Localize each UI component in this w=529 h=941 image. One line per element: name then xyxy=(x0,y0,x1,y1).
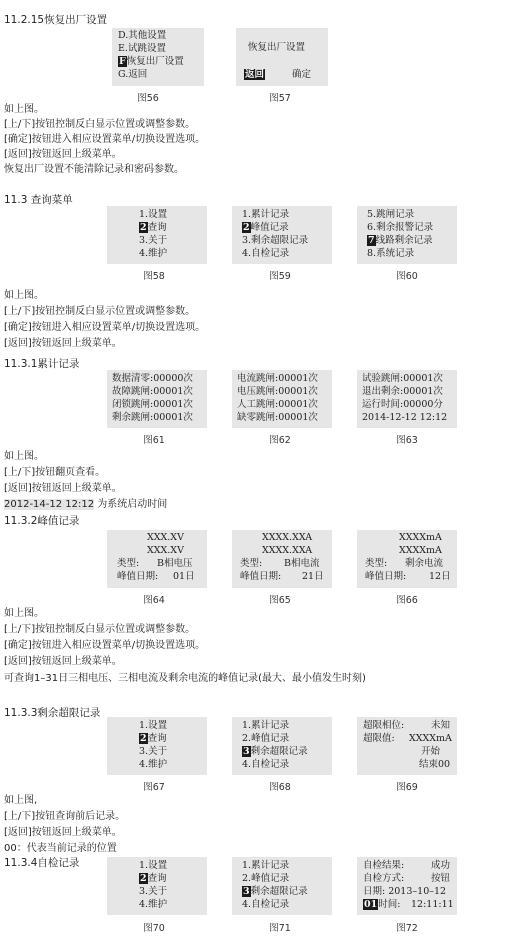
record-line: 人工跳闸:00001次 xyxy=(237,399,318,410)
note-line: [上/下]按钮控制反白显示位置或调整参数。 xyxy=(4,119,196,130)
type-value: 剩余电流 xyxy=(405,558,444,569)
menu-item-selected: 2峰值记录 xyxy=(243,222,289,233)
start-label: 开始 xyxy=(421,746,441,757)
note-line: [确定]按钮进入相应设置菜单/切换设置选项。 xyxy=(4,640,206,651)
menu-item: 4.自检记录 xyxy=(242,759,290,770)
note-line: 可查询1–31日三相电压、三相电流及剩余电流的峰值记录(最大、最小值发生时刻) xyxy=(4,673,366,684)
menu-item-selected: F恢复出厂设置 xyxy=(119,56,184,67)
figure-caption: 图61 xyxy=(143,435,165,446)
peak-value: XXXX.XXA xyxy=(262,545,313,556)
note-line: [返回]按钮返回上级菜单。 xyxy=(4,656,122,667)
section-heading-query: 11.3 查询菜单 xyxy=(4,194,73,206)
peak-date-value: 01日 xyxy=(173,571,195,582)
screen-fig68 xyxy=(232,717,332,775)
figure-caption: 图60 xyxy=(396,271,418,282)
figure-caption: 图58 xyxy=(143,271,165,282)
record-line: 缺零跳闸:00001次 xyxy=(237,412,318,423)
screen-fig67 xyxy=(107,717,207,775)
selftest-mode-label: 自检方式: xyxy=(363,873,405,884)
peak-value: XXXX.XXA xyxy=(262,532,313,543)
menu-item: 3.关于 xyxy=(139,235,168,246)
menu-item: G.返回 xyxy=(118,69,148,80)
note-line: 如上图, xyxy=(4,795,38,806)
record-line: 数据清零:00000次 xyxy=(112,373,193,384)
selftest-mode-value: 按钮 xyxy=(431,873,451,884)
figure-caption: 图65 xyxy=(269,595,291,606)
figure-caption: 图63 xyxy=(396,435,418,446)
record-line: 试验跳闸:00001次 xyxy=(362,373,443,384)
note-line: [返回]按钮返回上级菜单。 xyxy=(4,338,122,349)
figure-caption: 图72 xyxy=(396,923,418,934)
screen-fig63 xyxy=(357,370,457,428)
record-line: 电流跳闸:00001次 xyxy=(237,373,318,384)
record-line: 退出剩余:00001次 xyxy=(362,386,443,397)
selftest-time-row: 01时间: xyxy=(364,899,401,910)
figure-caption: 图71 xyxy=(269,923,291,934)
limit-value: XXXXmA xyxy=(409,733,452,744)
figure-caption: 图68 xyxy=(269,782,291,793)
menu-item: 4.维护 xyxy=(139,248,168,259)
figure-caption: 图66 xyxy=(396,595,418,606)
record-line: 2014-12-12 12:12 xyxy=(362,412,448,423)
menu-item: 2.峰值记录 xyxy=(242,873,290,884)
note-line: [上/下]按钮查询前后记录。 xyxy=(4,811,126,822)
screen-title: 恢复出厂设置 xyxy=(248,42,306,53)
selftest-time-value: 12:11:11 xyxy=(411,899,454,910)
peak-date-label: 峰值日期: xyxy=(365,571,407,582)
note-line: 如上图。 xyxy=(4,104,44,115)
note-line: [确定]按钮进入相应设置菜单/切换设置选项。 xyxy=(4,134,206,145)
section-heading-residual: 11.3.3剩余超限记录 xyxy=(4,707,101,719)
peak-value: XXXXmA xyxy=(399,532,442,543)
peak-date-value: 21日 xyxy=(302,571,324,582)
type-value: B相电流 xyxy=(284,558,320,569)
menu-item: 6.剩余报警记录 xyxy=(367,222,434,233)
peak-value: XXX.XV xyxy=(147,532,184,543)
record-line: 闭锁跳闸:00001次 xyxy=(112,399,193,410)
figure-caption: 图69 xyxy=(396,782,418,793)
selftest-result-label: 自检结果: xyxy=(363,860,405,871)
menu-item-selected: 2查询 xyxy=(140,873,167,884)
screen-fig56 xyxy=(112,28,204,86)
screen-fig69 xyxy=(357,717,457,775)
screen-fig72 xyxy=(357,857,457,915)
menu-item: 1.设置 xyxy=(139,720,168,731)
note-line: [上/下]按钮控制反白显示位置或调整参数。 xyxy=(4,624,196,635)
note-line: [上/下]按钮翻页查看。 xyxy=(4,467,106,478)
peak-date-value: 12日 xyxy=(429,571,451,582)
note-line: 恢复出厂设置不能清除记录和密码参数。 xyxy=(4,164,184,175)
menu-item-selected: 3剩余超限记录 xyxy=(243,886,308,897)
menu-item: 1.设置 xyxy=(139,860,168,871)
menu-item: 4.维护 xyxy=(139,899,168,910)
type-label: 类型: xyxy=(117,558,140,569)
screen-fig58 xyxy=(107,206,207,264)
screen-fig65 xyxy=(232,530,332,588)
menu-item-selected: 2查询 xyxy=(140,222,167,233)
section-heading-selftest: 11.3.4自检记录 xyxy=(4,857,80,869)
record-line: 电压跳闸:00001次 xyxy=(237,386,318,397)
note-line-time: 2012-14-12 12:12 为系统启动时间 xyxy=(4,499,168,510)
figure-caption: 图57 xyxy=(269,93,291,104)
figure-caption: 图56 xyxy=(137,93,159,104)
record-line: 故障跳闸:00001次 xyxy=(112,386,193,397)
type-label: 类型: xyxy=(240,558,263,569)
note-line: [返回]按钮返回上级菜单。 xyxy=(4,827,122,838)
figure-caption: 图59 xyxy=(269,271,291,282)
peak-value: XXX.XV xyxy=(147,545,184,556)
menu-item: 1.累计记录 xyxy=(242,720,290,731)
screen-fig59 xyxy=(232,206,332,264)
figure-caption: 图64 xyxy=(143,595,165,606)
type-value: B相电压 xyxy=(157,558,193,569)
note-line: [返回]按钮返回上级菜单。 xyxy=(4,483,122,494)
screen-fig64 xyxy=(107,530,207,588)
menu-item: D.其他设置 xyxy=(118,30,167,41)
selftest-date: 日期: 2013–10–12 xyxy=(363,886,447,897)
selftest-result-value: 成功 xyxy=(431,860,451,871)
menu-item: 8.系统记录 xyxy=(367,248,415,259)
screen-fig70 xyxy=(107,857,207,915)
menu-item: 3.剩余超限记录 xyxy=(242,235,309,246)
type-label: 类型: xyxy=(365,558,388,569)
menu-item: 3.关于 xyxy=(139,746,168,757)
confirm-option: 确定 xyxy=(292,69,312,80)
menu-item-selected: 7线路剩余记录 xyxy=(368,235,433,246)
back-option-selected: 返回 xyxy=(245,69,265,80)
menu-item: 4.维护 xyxy=(139,759,168,770)
peak-date-label: 峰值日期: xyxy=(117,571,159,582)
note-line: [确定]按钮进入相应设置菜单/切换设置选项。 xyxy=(4,322,206,333)
menu-item: 2.峰值记录 xyxy=(242,733,290,744)
limit-label: 超限值: xyxy=(363,733,395,744)
menu-item: 1.累计记录 xyxy=(242,209,290,220)
note-line: [返回]按钮返回上级菜单。 xyxy=(4,149,122,160)
screen-fig71 xyxy=(232,857,332,915)
figure-caption: 图67 xyxy=(143,782,165,793)
note-line: 如上图。 xyxy=(4,290,44,301)
screen-fig61 xyxy=(107,370,207,428)
note-line: [上/下]按钮控制反白显示位置或调整参数。 xyxy=(4,306,196,317)
menu-item-selected: 2查询 xyxy=(140,733,167,744)
note-line: 如上图。 xyxy=(4,608,44,619)
phase-label: 超限相位: xyxy=(363,720,405,731)
record-line: 剩余跳闸:00001次 xyxy=(112,412,193,423)
peak-value: XXXXmA xyxy=(399,545,442,556)
menu-item-selected: 3剩余超限记录 xyxy=(243,746,308,757)
menu-item: 3.关于 xyxy=(139,886,168,897)
note-line: 如上图。 xyxy=(4,451,44,462)
menu-item: 4.自检记录 xyxy=(242,899,290,910)
screen-fig57 xyxy=(236,28,328,86)
screen-fig60 xyxy=(357,206,457,264)
screen-fig62 xyxy=(232,370,332,428)
menu-item: 1.设置 xyxy=(139,209,168,220)
menu-item: 4.自检记录 xyxy=(242,248,290,259)
section-heading-peak: 11.3.2峰值记录 xyxy=(4,515,80,527)
menu-item: 5.跳闸记录 xyxy=(367,209,415,220)
menu-item: 1.累计记录 xyxy=(242,860,290,871)
screen-fig66 xyxy=(357,530,457,588)
figure-caption: 图70 xyxy=(143,923,165,934)
note-line: 00：代表当前记录的位置 xyxy=(4,843,117,854)
phase-value: 未知 xyxy=(431,720,451,731)
end-label: 结束00 xyxy=(419,759,451,770)
record-line: 运行时间:00000分 xyxy=(362,399,443,410)
section-heading-cumulative: 11.3.1累计记录 xyxy=(4,358,80,370)
section-heading-restore: 11.2.15恢复出厂设置 xyxy=(4,14,108,26)
menu-item: E.试跳设置 xyxy=(118,43,166,54)
peak-date-label: 峰值日期: xyxy=(240,571,282,582)
figure-caption: 图62 xyxy=(269,435,291,446)
